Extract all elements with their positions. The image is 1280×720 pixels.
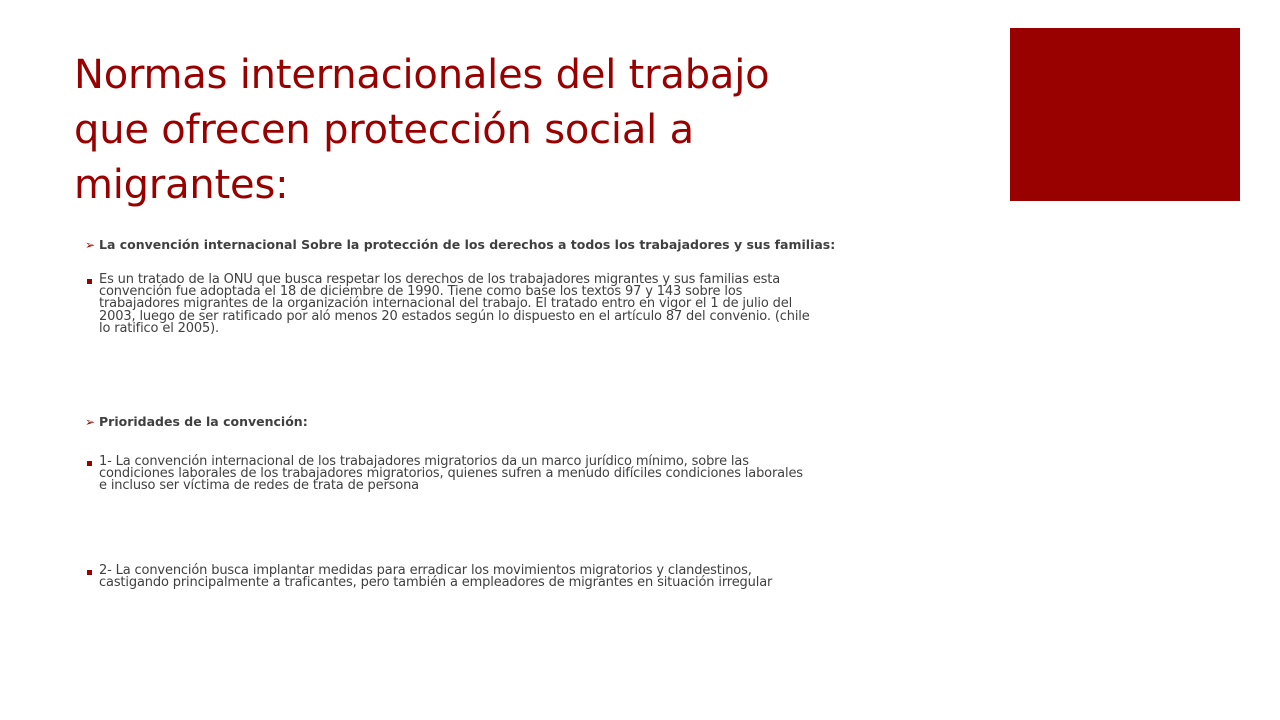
priority-line: 2- La convención busca implantar medidas para erradicar los movimientos migratorios y clandestinos, xyxy=(99,563,752,578)
paragraph-text xyxy=(99,274,965,335)
heading-text: Prioridades de la convención: xyxy=(99,414,308,429)
priority-line: e incluso ser víctima de redes de trata de persona xyxy=(99,478,420,494)
bullet-priority-1 xyxy=(85,456,965,493)
square-bullet-icon xyxy=(87,461,92,466)
paragraph-line: Es un tratado de la ONU que busca respetar los derechos de los trabajadores migrantes y sus familias esta xyxy=(99,272,781,287)
square-bullet-icon xyxy=(87,279,92,284)
square-bullet-icon xyxy=(87,570,92,575)
title-line: que ofrecen protección social a xyxy=(74,107,694,153)
priority-line: condiciones laborales de los trabajadores migratorios, quienes sufren a menudo difíciles condiciones laborales xyxy=(99,466,803,482)
paragraph-line: lo ratifico el 2005). xyxy=(99,320,220,336)
title-line: Normas internacionales del trabajo xyxy=(74,52,770,98)
arrow-bullet-icon: ➢ xyxy=(85,238,96,252)
paragraph-line: convención fue adoptada el 18 de diciembre de 1990. Tiene como base los textos 97 y 143 sobre los xyxy=(99,284,743,300)
priority-text xyxy=(99,456,965,493)
paragraph-line: trabajadores migrantes de la organización internacional del trabajo. El tratado entro en vigor el 1 de julio del xyxy=(99,296,793,312)
slide-title xyxy=(74,48,954,213)
priority-line: 1- La convención internacional de los trabajadores migratorios da un marco jurídico mínimo, sobre las xyxy=(99,454,749,469)
accent-block xyxy=(1010,28,1240,201)
priority-line: castigando principalmente a traficantes, pero también a empleadores de migrantes en situación irregular xyxy=(99,575,773,591)
bullet-heading-convention xyxy=(85,237,965,253)
title-line: migrantes: xyxy=(74,162,289,208)
bullet-paragraph-treaty xyxy=(85,274,965,335)
bullet-priority-2 xyxy=(85,565,965,589)
heading-text: La convención internacional Sobre la protección de los derechos a todos los trabajadores y sus familias: xyxy=(99,237,836,252)
bullet-heading-priorities xyxy=(85,414,965,430)
arrow-bullet-icon: ➢ xyxy=(85,415,96,429)
priority-text xyxy=(99,565,965,589)
paragraph-line: 2003, luego de ser ratificado por aló menos 20 estados según lo dispuesto en el artículo 87 del convenio. (chile xyxy=(99,308,810,324)
